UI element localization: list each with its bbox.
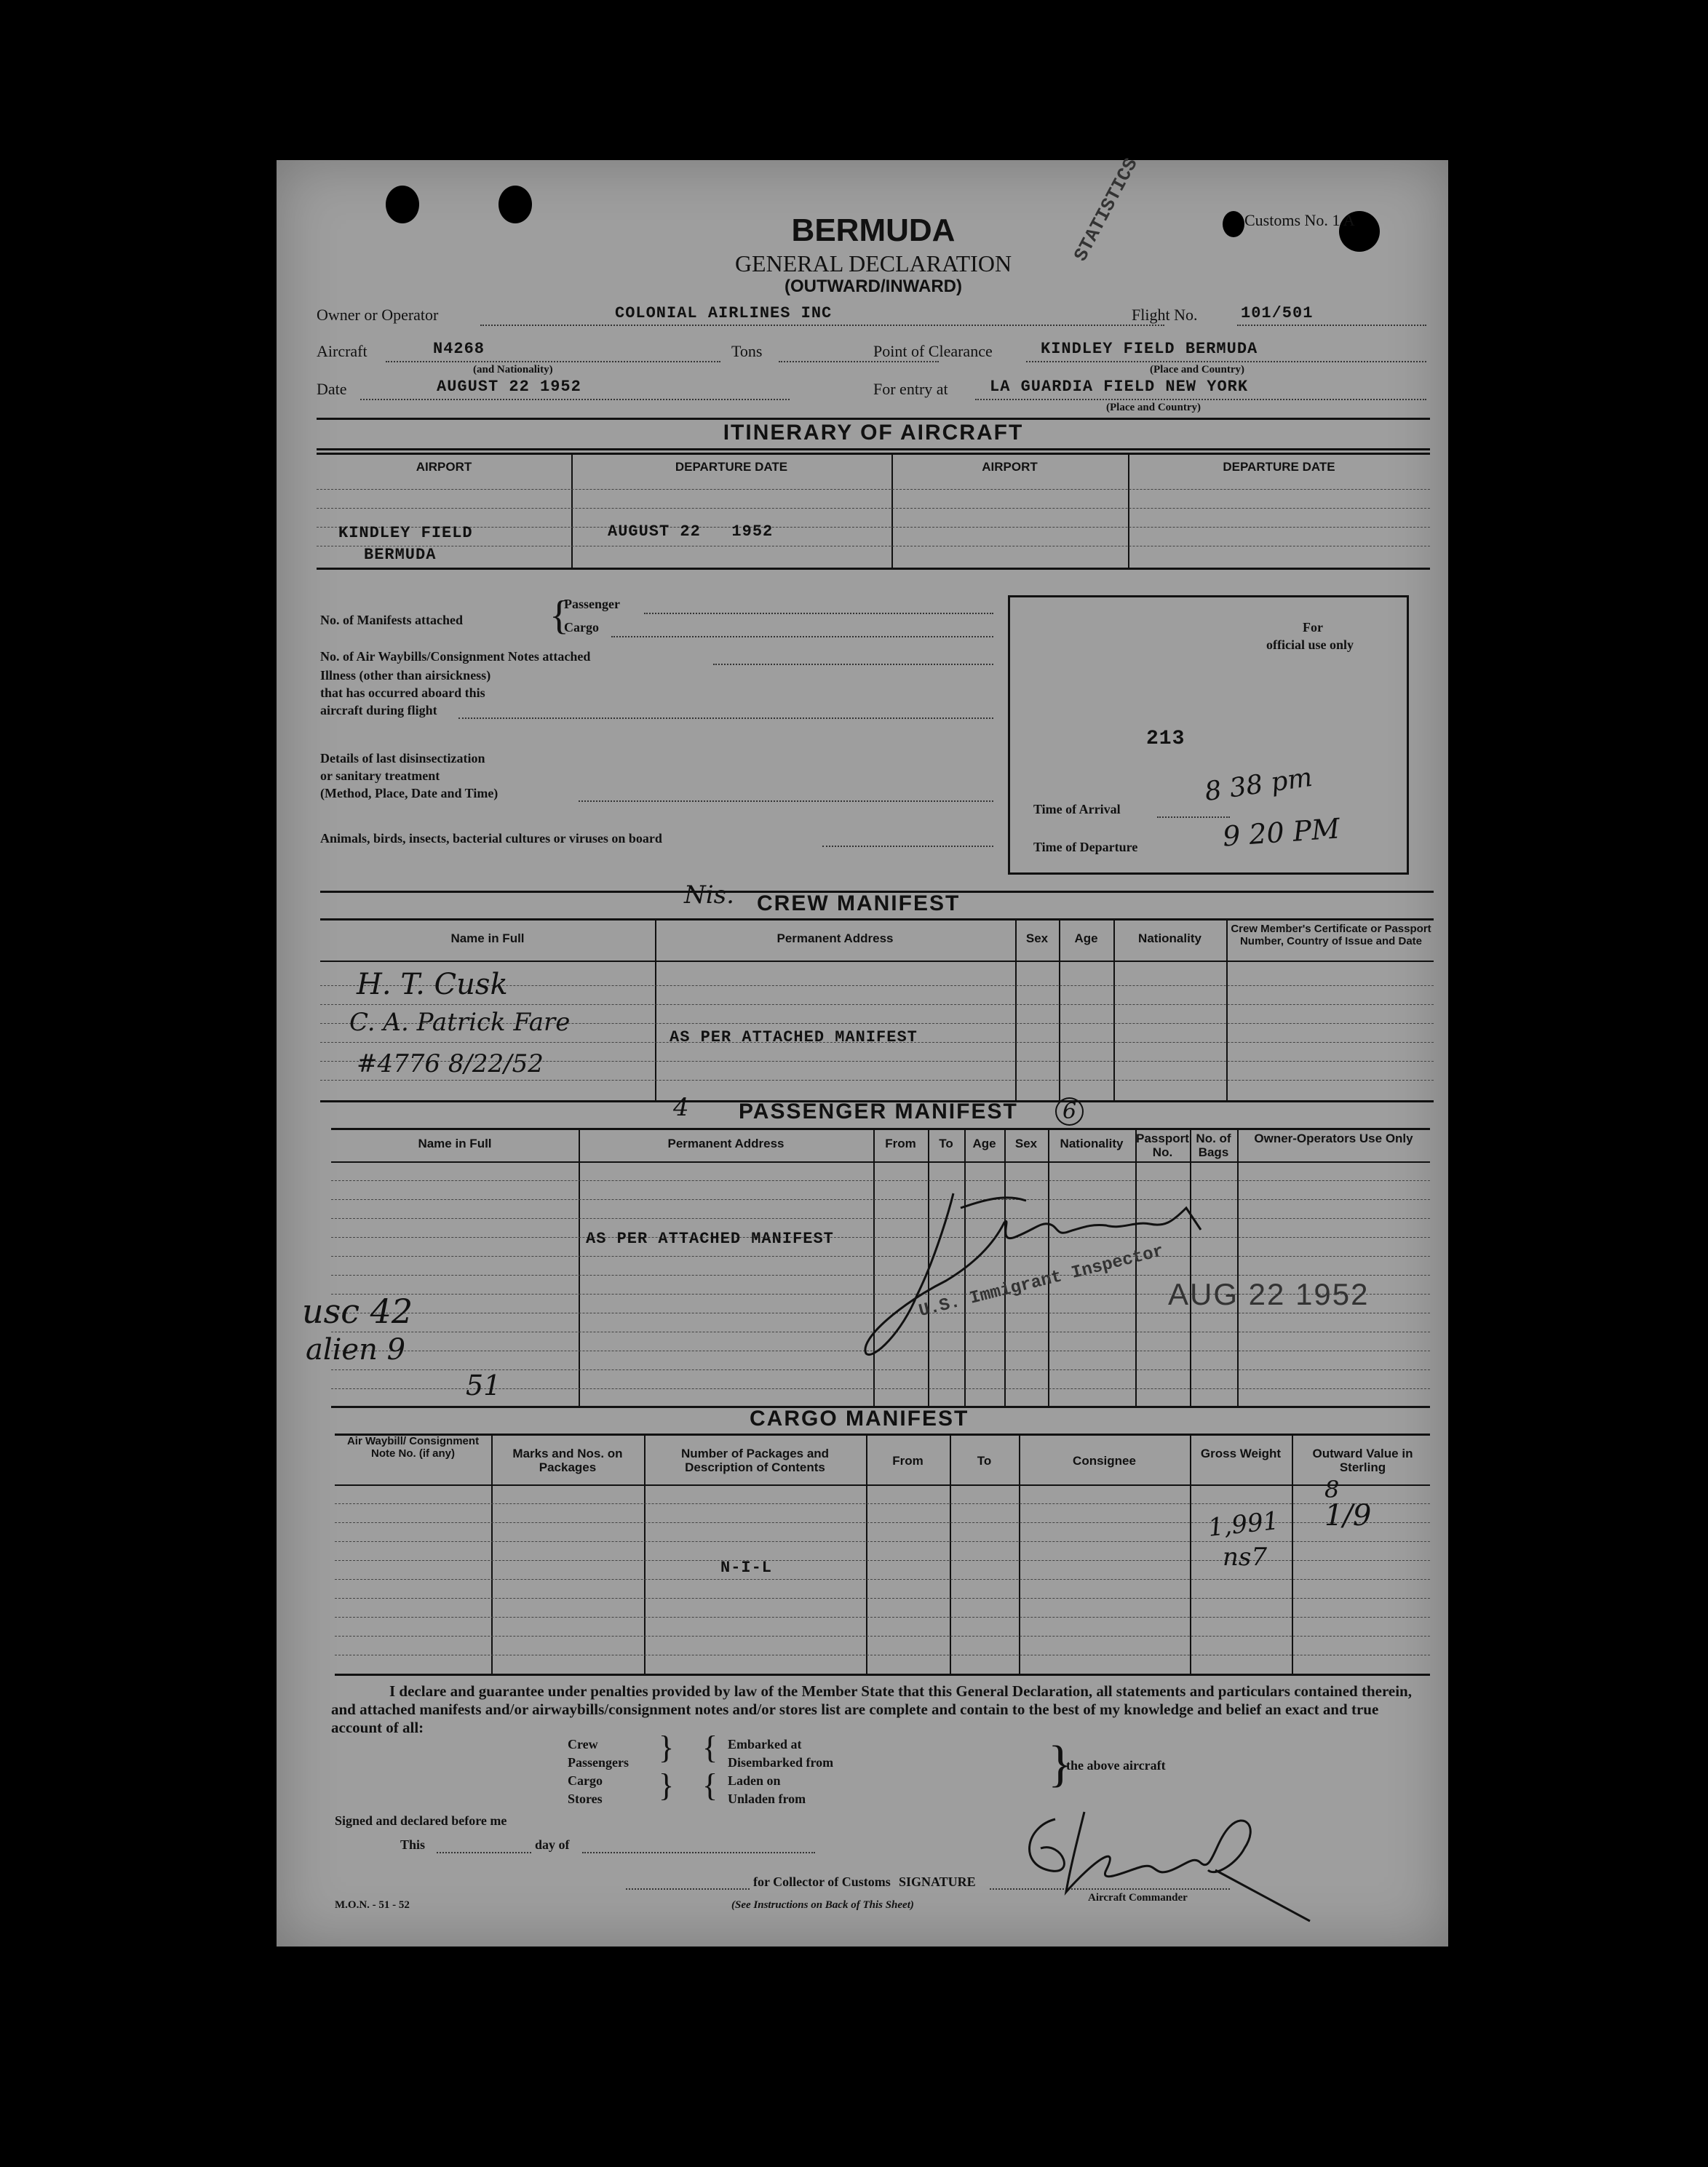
itin-col-airport-2: AIRPORT — [982, 460, 1038, 474]
cargo-value-hand-2: 1/9 — [1324, 1499, 1372, 1532]
cargo-col-value: Outward Value in Sterling — [1312, 1447, 1413, 1474]
departure-label: Time of Departure — [1033, 840, 1138, 854]
immigration-stamp: U.S. Immigrant Inspector — [917, 1241, 1166, 1322]
tons-label: Tons — [731, 342, 763, 360]
decl-disembarked: Disembarked from — [728, 1755, 834, 1770]
signed-label: Signed and declared before me — [335, 1813, 507, 1828]
decl-stores: Stores — [568, 1792, 603, 1806]
clearance-label: Point of Clearance — [873, 342, 993, 360]
itinerary-title: ITINERARY OF AIRCRAFT — [723, 421, 1024, 445]
entry-label: For entry at — [873, 380, 948, 398]
commander-signature — [997, 1797, 1332, 1928]
illness-label-2: that has occurred aboard this — [320, 685, 485, 700]
pax-col-from: From — [885, 1137, 916, 1150]
disinsect-label-3: (Method, Place, Date and Time) — [320, 786, 499, 800]
itin-col-airport: AIRPORT — [416, 460, 472, 474]
itin-airport-line2: BERMUDA — [364, 546, 437, 564]
cargo-col-marks: Marks and Nos. on Packages — [512, 1447, 623, 1474]
aircraft-note: (and Nationality) — [473, 364, 553, 375]
cargo-col-consignee: Consignee — [1073, 1454, 1136, 1468]
manifests-label: No. of Manifests attached — [320, 613, 463, 627]
cargo-value-hand-1: 8 — [1324, 1476, 1340, 1503]
cargo-col-to: To — [977, 1454, 992, 1468]
decl-laden: Laden on — [728, 1773, 781, 1788]
cargo-manifest-label: Cargo — [564, 620, 599, 635]
aircraft-label: Aircraft — [317, 342, 368, 360]
decl-cargo: Cargo — [568, 1773, 603, 1788]
cargo-title: CARGO MANIFEST — [750, 1407, 969, 1431]
passenger-title: PASSENGER MANIFEST — [739, 1100, 1018, 1124]
crew-address-value: AS PER ATTACHED MANIFEST — [670, 1028, 918, 1046]
crew-col-certificate: Crew Member's Certificate or Passport Number, Country of Issue and Date — [1231, 923, 1431, 947]
brace: { — [549, 593, 569, 638]
official-label-2: official use only — [1266, 637, 1354, 652]
pax-col-sex: Sex — [1014, 1137, 1038, 1150]
animals-label: Animals, birds, insects, bacterial cultures or viruses on board — [320, 831, 662, 846]
signature-label: SIGNATURE — [899, 1874, 976, 1889]
punch-hole — [1223, 211, 1244, 237]
decl-above-aircraft: the above aircraft — [1066, 1758, 1166, 1773]
crew-title: CREW MANIFEST — [757, 891, 961, 915]
crew-hand-1: H. T. Cusk — [357, 968, 508, 1001]
date-label: Date — [317, 380, 347, 398]
pax-col-age: Age — [972, 1137, 996, 1150]
punch-hole — [386, 186, 419, 223]
crew-col-age: Age — [1074, 931, 1098, 945]
crew-col-nationality: Nationality — [1138, 931, 1201, 945]
pax-hand-3: 51 — [466, 1369, 501, 1401]
itin-airport-line1: KINDLEY FIELD — [338, 524, 473, 542]
crew-col-address: Permanent Address — [776, 931, 894, 945]
date-value: AUGUST 22 1952 — [437, 378, 581, 396]
entry-note: (Place and Country) — [1106, 402, 1201, 413]
instructions-note: (See Instructions on Back of This Sheet) — [731, 1899, 914, 1911]
owner-label: Owner or Operator — [317, 306, 439, 324]
commander-label: Aircraft Commander — [1088, 1892, 1188, 1904]
flight-label: Flight No. — [1132, 306, 1198, 324]
pax-col-passport: Passport No. — [1136, 1132, 1189, 1159]
illness-label-1: Illness (other than airsickness) — [320, 668, 491, 683]
form-title: BERMUDA — [791, 212, 956, 248]
clearance-note: (Place and Country) — [1150, 364, 1244, 375]
itin-col-departure: DEPARTURE DATE — [675, 460, 788, 474]
official-number: 213 — [1146, 728, 1185, 750]
cargo-col-from: From — [892, 1454, 923, 1468]
form-subtitle: GENERAL DECLARATION — [734, 250, 1012, 277]
waybills-label: No. of Air Waybills/Consignment Notes attached — [320, 649, 591, 664]
decl-unladen: Unladen from — [728, 1792, 806, 1806]
crew-hand-3: #4776 8/22/52 — [357, 1049, 544, 1078]
departure-value: 9 20 PM — [1221, 812, 1341, 853]
pax-col-name: Name in Full — [418, 1137, 492, 1150]
arrival-label: Time of Arrival — [1033, 802, 1121, 816]
pax-col-address: Permanent Address — [667, 1137, 785, 1150]
form-number: M.O.N. - 51 - 52 — [335, 1899, 410, 1911]
pax-col-nationality: Nationality — [1060, 1137, 1124, 1150]
customs-number: Customs No. 1 A — [1244, 211, 1355, 229]
passenger-annotation-right: 6 — [1055, 1097, 1084, 1126]
clearance-value: KINDLEY FIELD BERMUDA — [1041, 340, 1258, 358]
decl-passengers: Passengers — [568, 1755, 629, 1770]
owner-value: COLONIAL AIRLINES INC — [615, 304, 833, 322]
this-label: This — [400, 1837, 426, 1852]
disinsect-label-2: or sanitary treatment — [320, 768, 440, 783]
day-of-label: day of — [535, 1837, 570, 1852]
decl-embarked: Embarked at — [728, 1737, 802, 1752]
form-direction: (OUTWARD/INWARD) — [785, 277, 962, 296]
illness-label-3: aircraft during flight — [320, 703, 437, 717]
cargo-weight-hand-1: 1,991 — [1207, 1506, 1281, 1543]
crew-annotation: Nis. — [684, 880, 734, 910]
decl-crew: Crew — [568, 1737, 598, 1752]
aircraft-value: N4268 — [433, 340, 485, 358]
pax-hand-1: usc 42 — [302, 1292, 413, 1331]
crew-col-sex: Sex — [1025, 931, 1049, 945]
pax-address-value: AS PER ATTACHED MANIFEST — [586, 1230, 834, 1248]
flight-value: 101/501 — [1241, 304, 1314, 322]
itin-col-departure-2: DEPARTURE DATE — [1223, 460, 1335, 474]
entry-value: LA GUARDIA FIELD NEW YORK — [990, 378, 1249, 396]
collector-label: for Collector of Customs — [753, 1874, 891, 1889]
crew-col-name: Name in Full — [450, 931, 525, 945]
pax-col-owner-use: Owner-Operators Use Only — [1254, 1132, 1413, 1145]
immigration-signature — [859, 1179, 1295, 1368]
disinsect-label-1: Details of last disinsectization — [320, 751, 485, 766]
punch-hole — [499, 186, 532, 223]
pax-col-to: To — [939, 1137, 953, 1150]
cargo-col-description: Number of Packages and Description of Contents — [680, 1447, 830, 1474]
cargo-col-waybill: Air Waybill/ Consignment Note No. (if any) — [346, 1435, 480, 1460]
crew-hand-2: C. A. Patrick Fare — [349, 1008, 571, 1037]
cargo-nil: N-I-L — [720, 1559, 773, 1577]
statistics-stamp: STATISTICS — [1070, 154, 1143, 266]
declaration-text: I declare and guarantee under penalties provided by law of the Member State that this General Declaration, all statements and particulars contained therein, and attached manifests and/or airwaybills/consignment notes and/or stores list are complete and contain to the best of my knowledge and belief an exact and true account of all: — [331, 1682, 1412, 1736]
pax-hand-2: alien 9 — [306, 1333, 406, 1367]
passenger-annotation-left: 4 — [673, 1093, 689, 1122]
immigration-date-stamp: AUG 22 1952 — [1168, 1277, 1370, 1311]
cargo-weight-hand-2: ns7 — [1223, 1543, 1267, 1572]
itin-departure-value: AUGUST 22 1952 — [608, 522, 774, 541]
declaration-sheet: BERMUDA GENERAL DECLARATION (OUTWARD/INWARD) Customs No. 1 A STATISTICS Owner or Operator COLONIAL AIRLINES INC Flight No. 101/501 Aircraft N4268 (and Nationality) Tons Point of Clearance KINDLEY FIELD BERMUDA (Place and Country) Date AUGUST 22 1952 For entry at LA GUARDIA FIELD NEW YORK (Place and Country) ITINERARY OF AIRCRAFT AIRPORT DEPARTURE DATE AIRPORT DEPARTURE DATE KINDLEY FIELD BERMUDA AUGUST 22 1952 No. of Manifests attached { Passenger Cargo No. of Air Waybills/Consignment Notes attached Illness (other than airsickness) that has occurred aboard this aircraft during flight Details of last disinsectization or sanitary treatment (Method, Place, Date and Time) Animals, birds, insects, bacterial cultures or viruses on board For official use only 213 Time of Arrival 8 38 pm Time of Departure 9 20 PM Nis. CREW MANIFEST Name in Full Permanent Address Sex Age Nationality Crew Member's Certificate or Passport Number, Country of Issue and Date H. T. Cusk C. A. Patrick Fare #4776 8/22/52 AS PER ATTACHED MANIFEST 4 PASSENGER MANIFEST 6 Name in Full Permanent Address From To Age Sex Nationality Passport No. No. of Bags Owner-Operators Use Only AS PER ATTACHED MANIFEST usc 42 alien 9 51 U.S. Immigrant Inspector AUG 22 1952 CARGO MANIFEST Air Waybill/ Consignment Note No. (if any) Marks and Nos. on Packages Number of Packages and Description of Contents From To Consignee Gross Weight Outward Value in Sterling N-I-L 1,991 ns7 8 1/9 I declare and guarantee under penalties provided by law of the Member State that this General Declaration, all statements and particulars contained therein, and attached manifests and/or airwaybills/consignment notes and/or stores list are complete and contain to the best of my knowledge and belief an exact and true account of all: Crew Passengers Cargo Stores } } { { Embarked at Disembarked from Laden on Unladen from } the above aircraft Signed and declared before me This day of for Collector of Customs SIGNATURE Aircraft Commander M.O.N. - 51 - 52 (See Instructions on Back of This Sheet) — [277, 160, 1448, 1947]
cargo-col-weight: Gross Weight — [1200, 1447, 1282, 1460]
pax-col-bags: No. of Bags — [1196, 1132, 1231, 1159]
official-label-1: For — [1303, 620, 1323, 635]
arrival-value: 8 38 pm — [1202, 762, 1314, 808]
passenger-manifest-label: Passenger — [564, 597, 620, 611]
